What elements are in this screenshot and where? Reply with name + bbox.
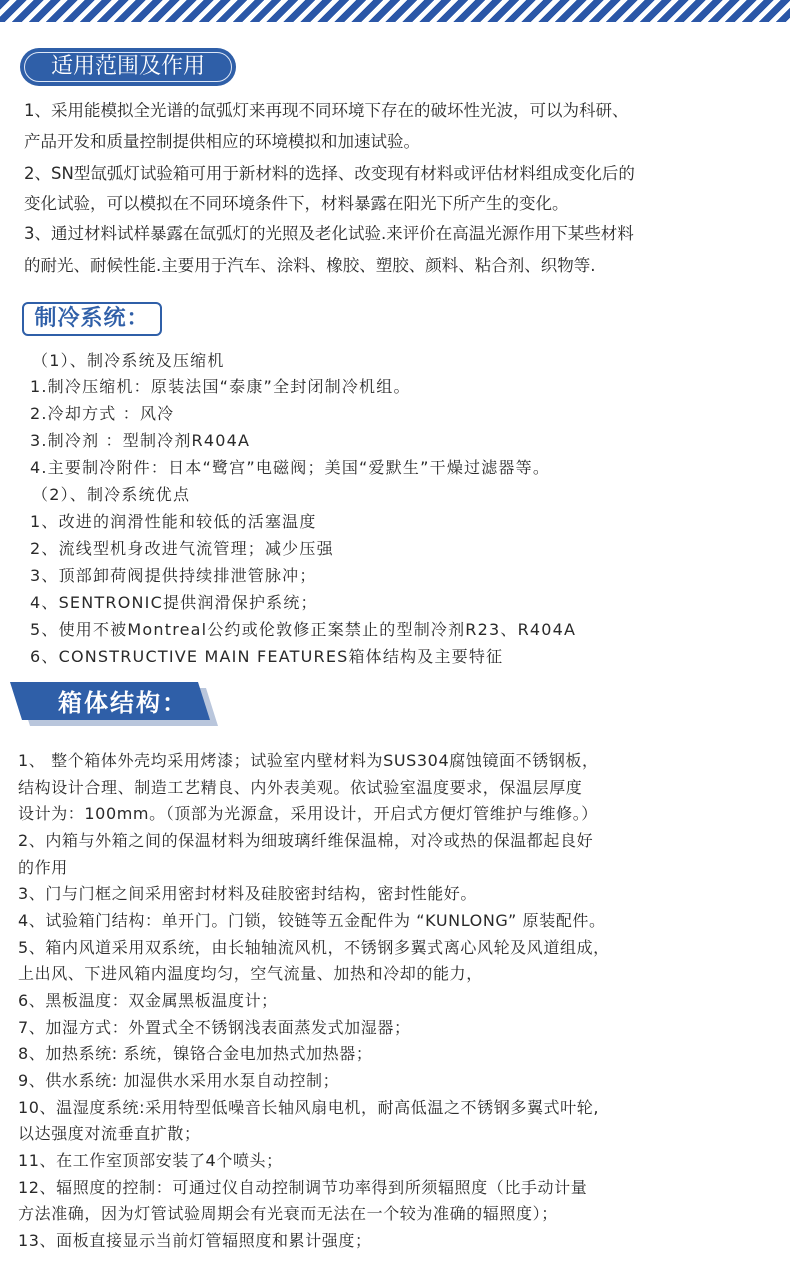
text-line: 产品开发和质量控制提供相应的环境模拟和加速试验。 — [24, 132, 420, 151]
text-line: 方法准确，因为灯管试验周期会有光衰而无法在一个较为准确的辐照度）； — [18, 1204, 558, 1223]
text-line: 4.主要制冷附件：日本“鹭宫”电磁阀；美国“爱默生”干燥过滤器等。 — [30, 458, 551, 477]
text-line: 2.冷却方式 ：风冷 — [30, 404, 175, 423]
text-line: 的耐光、耐候性能.主要用于汽车、涂料、橡胶、塑胶、颜料、粘合剂、织物等. — [24, 256, 596, 275]
text-line: 10、温湿度系统:采用特型低噪音长轴风扇电机，耐高低温之不锈钢多翼式叶轮, — [18, 1098, 600, 1117]
text-line: 4、SENTRONIC提供润滑保护系统； — [30, 593, 318, 612]
text-line: （2）、制冷系统优点 — [32, 485, 191, 504]
text-line: 4、试验箱门结构：单开门。门锁，铰链等五金配件为 “KUNLONG” 原装配件。 — [18, 911, 606, 930]
text-line: 上出风、下进风箱内温度均匀，空气流量、加热和冷却的能力， — [18, 964, 483, 983]
text-line: 的作用 — [18, 858, 68, 877]
text-line: 9、供水系统: 加湿供水采用水泵自动控制； — [18, 1071, 340, 1090]
text-line: 3.制冷剂 ：型制冷剂R404A — [30, 431, 251, 450]
text-line: 7、加湿方式：外置式全不锈钢浅表面蒸发式加湿器； — [18, 1018, 411, 1037]
text-line: 5、使用不被Montreal公约或伦敦修正案禁止的型制冷剂R23、R404A — [30, 620, 577, 639]
text-line: 结构设计合理、制造工艺精良、内外表美观。依试验室温度要求，保温层厚度 — [18, 778, 583, 797]
decorative-stripe-bar — [0, 0, 790, 22]
text-line: 6、CONSTRUCTIVE MAIN FEATURES箱体结构及主要特征 — [30, 647, 504, 666]
text-line: 设计为：100mm。（顶部为光源盒，采用设计，开启式方便灯管维护与维修。） — [18, 804, 598, 823]
text-line: 12、辐照度的控制：可通过仪自动控制调节功率得到所须辐照度（比手动计量 — [18, 1178, 588, 1197]
section-header-structure — [10, 682, 220, 728]
text-line: 3、通过材料试样暴露在氙弧灯的光照及老化试验.来评价在高温光源作用下某些材料 — [24, 224, 634, 243]
text-line: 1、 整个箱体外壳均采用烤漆；试验室内壁材料为SUS304腐蚀镜面不锈钢板， — [18, 751, 599, 770]
text-line: 1、采用能模拟全光谱的氙弧灯来再现不同环境下存在的破坏性光波，可以为科研、 — [24, 101, 629, 120]
text-line: 1、改进的润滑性能和较低的活塞温度 — [30, 512, 317, 531]
text-line: 2、流线型机身改进气流管理；减少压强 — [30, 539, 334, 558]
text-line: 2、内箱与外箱之间的保温材料为细玻璃纤维保温棉，对冷或热的保温都起良好 — [18, 831, 594, 850]
text-line: 3、顶部卸荷阀提供持续排泄管脉冲； — [30, 566, 317, 585]
text-line: 以达强度对流垂直扩散； — [18, 1124, 201, 1143]
text-line: 5、箱内风道采用双系统，由长轴轴流风机，不锈钢多翼式离心风轮及风道组成， — [18, 938, 610, 957]
section-title-structure: 箱体结构： — [58, 689, 188, 717]
text-line: 13、面板直接显示当前灯管辐照度和累计强度； — [18, 1231, 372, 1250]
text-line: 2、SN型氙弧灯试验箱可用于新材料的选择、改变现有材料或评估材料组成变化后的 — [24, 164, 635, 183]
text-line: 1.制冷压缩机：原装法国“泰康”全封闭制冷机组。 — [30, 377, 411, 396]
section-title-scope: 适用范围及作用 — [50, 54, 205, 79]
text-line: 变化试验，可以模拟在不同环境条件下，材料暴露在阳光下所产生的变化。 — [24, 194, 569, 213]
text-line: 8、加热系统: 系统，镍铬合金电加热式加热器； — [18, 1044, 373, 1063]
text-line: （1）、制冷系统及压缩机 — [32, 351, 225, 370]
section-title-refrigeration: 制冷系统： — [22, 302, 162, 336]
section-header-scope — [20, 48, 236, 86]
text-line: 3、门与门框之间采用密封材料及硅胶密封结构，密封性能好。 — [18, 884, 477, 903]
text-line: 11、在工作室顶部安装了4个喷头； — [18, 1151, 283, 1170]
text-line: 6、黑板温度：双金属黑板温度计； — [18, 991, 278, 1010]
